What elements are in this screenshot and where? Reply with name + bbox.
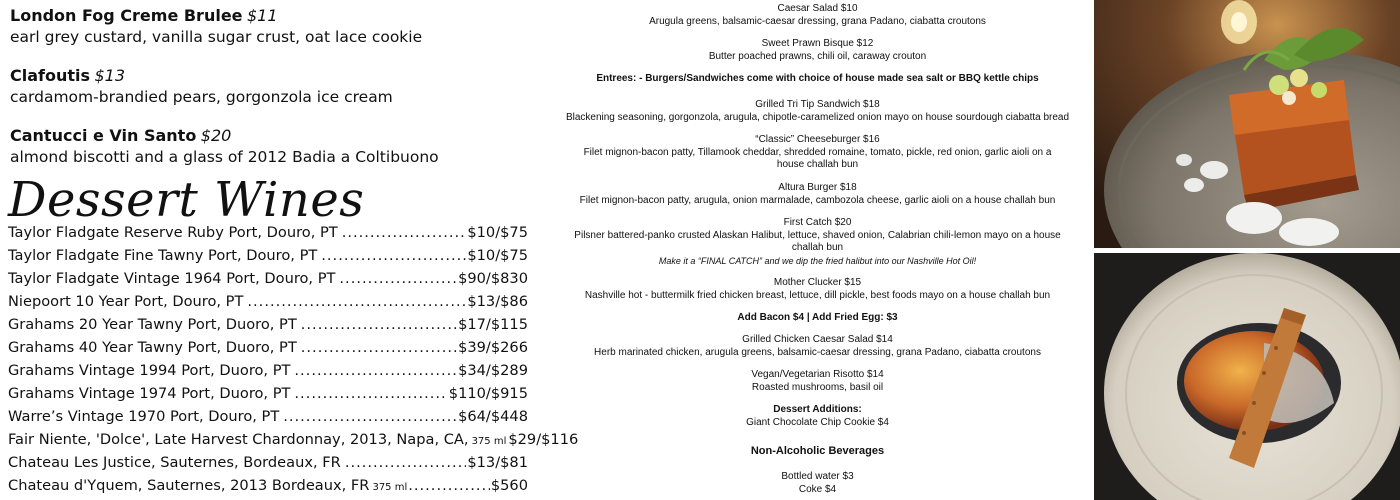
- menu-item-title: Altura Burger $18: [778, 182, 857, 193]
- menu-item-description: Filet mignon-bacon patty, Tillamook cheddar, shredded romaine, tomato, pickle, red onion, garlic aioli on a house challah bun: [583, 146, 1052, 170]
- menu-item-description: Pilsner battered-panko crusted Alaskan Halibut, lettuce, shaved onion, Calabrian chili-lemon mayo on a house challah bun: [574, 229, 1061, 253]
- menu-item: [565, 182, 1070, 207]
- wine-row: [8, 477, 528, 500]
- wine-row: [8, 293, 528, 316]
- menu-item-title: Vegan/Vegetarian Risotto $14: [751, 369, 884, 380]
- menu-item: [565, 134, 1070, 172]
- dessert-panel: [0, 0, 579, 500]
- beverage-list: [565, 471, 1070, 496]
- wine-price: $560: [490, 477, 528, 494]
- dessert-name: Cantucci e Vin Santo: [10, 126, 197, 145]
- wine-name: Taylor Fladgate Fine Tawny Port, Douro, PT: [8, 247, 318, 264]
- menu-item-description: Filet mignon-bacon patty, arugula, onion marmalade, cambozola cheese, garlic aioli on a house challah bun: [579, 194, 1056, 206]
- wine-name: Fair Niente, 'Dolce', Late Harvest Chardonnay, 2013, Napa, CA,: [8, 431, 469, 448]
- wine-price: $90/$830: [458, 270, 528, 287]
- wine-row: [8, 454, 528, 477]
- wine-size: 375 ml: [471, 436, 507, 447]
- menu-item-description: Arugula greens, balsamic-caesar dressing, grana Padano, ciabatta croutons: [649, 15, 986, 27]
- wine-name: Taylor Fladgate Vintage 1964 Port, Douro, PT: [8, 270, 336, 287]
- leader-dots: [342, 224, 467, 241]
- wine-price: $39/$266: [458, 339, 528, 356]
- wine-row: [8, 385, 528, 408]
- menu-item-title: Caesar Salad $10: [777, 3, 858, 14]
- menu-item: [565, 217, 1070, 267]
- wine-row: [8, 431, 579, 454]
- menu-item-title: Sweet Prawn Bisque $12: [761, 38, 874, 49]
- wine-name: Niepoort 10 Year Port, Douro, PT: [8, 293, 244, 310]
- food-menu: [565, 0, 1070, 500]
- wine-price: $10/$75: [467, 224, 528, 241]
- leader-dots: [339, 270, 457, 287]
- dessert-name: London Fog Creme Brulee: [10, 6, 243, 25]
- wine-price: $29/$116: [508, 431, 579, 448]
- wine-name: Grahams Vintage 1974 Port, Duoro, PT: [8, 385, 291, 402]
- wine-price: $10/$75: [467, 247, 528, 264]
- dessert-item: [10, 126, 439, 166]
- menu-item-description: Giant Chocolate Chip Cookie $4: [746, 416, 889, 428]
- wine-price: $13/$81: [467, 454, 528, 471]
- wine-name: Chateau d'Yquem, Sauternes, 2013 Bordeaux, FR: [8, 477, 370, 494]
- wine-row: [8, 316, 528, 339]
- leader-dots: [321, 247, 466, 264]
- wine-row: [8, 408, 528, 431]
- leader-dots: [301, 339, 457, 356]
- menu-item: [565, 99, 1070, 124]
- wine-row: [8, 339, 528, 362]
- menu-item-title: Grilled Chicken Caesar Salad $14: [742, 334, 893, 345]
- beverage-item: Bottled water $3: [781, 471, 854, 482]
- dessert-description: almond biscotti and a glass of 2012 Badia a Coltibuono: [10, 148, 439, 166]
- dessert-price: $11: [246, 6, 278, 25]
- dessert-item: [10, 66, 393, 106]
- dessert-price: $20: [200, 126, 232, 145]
- leader-dots: [294, 385, 447, 402]
- menu-item-note: Make it a “FINAL CATCH” and we dip the fried halibut into our Nashville Hot Oil!: [658, 255, 977, 266]
- menu-item-title: Mother Clucker $15: [773, 277, 862, 288]
- menu-item: [565, 404, 1070, 429]
- wine-row: [8, 224, 528, 247]
- leader-dots: [283, 408, 457, 425]
- dessert-additions-header: Dessert Additions:: [773, 404, 862, 415]
- entrees-header: Entrees: - Burgers/Sandwiches come with choice of house made sea salt or BBQ kettle chips: [596, 73, 1039, 84]
- wine-name: Grahams Vintage 1994 Port, Duoro, PT: [8, 362, 291, 379]
- wine-price: $110/$915: [448, 385, 528, 402]
- leader-dots: [247, 293, 466, 310]
- wine-price: $13/$86: [467, 293, 528, 310]
- wine-name: Grahams 20 Year Tawny Port, Duoro, PT: [8, 316, 297, 333]
- menu-item-title: Grilled Tri Tip Sandwich $18: [755, 99, 880, 110]
- leader-dots: [345, 454, 467, 471]
- leader-dots: [294, 362, 457, 379]
- menu-item: [565, 3, 1070, 28]
- non-alcoholic-header: Non-Alcoholic Beverages: [750, 445, 885, 457]
- leader-dots: [408, 477, 490, 494]
- creme-brulee-photo: [1094, 253, 1400, 500]
- menu-item: [565, 277, 1070, 302]
- wine-price: $17/$115: [458, 316, 528, 333]
- dessert-price: $13: [94, 66, 126, 85]
- wine-price: $64/$448: [458, 408, 528, 425]
- menu-item: [565, 369, 1070, 394]
- menu-item-title: “Classic” Cheeseburger $16: [755, 134, 880, 145]
- dessert-item: [10, 6, 422, 46]
- addons-line: Add Bacon $4 | Add Fried Egg: $3: [737, 312, 898, 323]
- menu-item-description: Blackening seasoning, gorgonzola, arugula, chipotle-caramelized onion mayo on house sourdough ciabatta bread: [565, 111, 1070, 123]
- dessert-description: cardamom-brandied pears, gorgonzola ice cream: [10, 88, 393, 106]
- wine-name: Warre’s Vintage 1970 Port, Douro, PT: [8, 408, 280, 425]
- wine-name: Grahams 40 Year Tawny Port, Duoro, PT: [8, 339, 297, 356]
- menu-item-description: Roasted mushrooms, basil oil: [751, 381, 884, 393]
- wine-list: [8, 224, 579, 500]
- wine-price: $34/$289: [458, 362, 528, 379]
- menu-item-description: Nashville hot - buttermilk fried chicken breast, lettuce, dill pickle, best foods mayo on a house challah bun: [584, 289, 1051, 301]
- menu-item: [565, 334, 1070, 359]
- wine-row: [8, 362, 528, 385]
- dessert-name: Clafoutis: [10, 66, 91, 85]
- leader-dots: [301, 316, 457, 333]
- pork-belly-photo: [1094, 0, 1400, 248]
- wine-size: 375 ml: [372, 482, 408, 493]
- wine-name: Taylor Fladgate Reserve Ruby Port, Douro, PT: [8, 224, 338, 241]
- wine-row: [8, 270, 528, 293]
- beverage-item: Coke $4: [798, 483, 837, 495]
- menu-item-description: Herb marinated chicken, arugula greens, balsamic-caesar dressing, grana Padano, ciabatta croutons: [594, 346, 1041, 358]
- wine-row: [8, 247, 528, 270]
- menu-item-title: First Catch $20: [783, 217, 852, 228]
- menu-item: [565, 38, 1070, 63]
- wine-name: Chateau Les Justice, Sauternes, Bordeaux, FR: [8, 454, 341, 471]
- dessert-wines-heading: Dessert Wines: [8, 172, 365, 228]
- dessert-description: earl grey custard, vanilla sugar crust, oat lace cookie: [10, 28, 423, 46]
- menu-item-description: Butter poached prawns, chili oil, caraway crouton: [708, 50, 927, 62]
